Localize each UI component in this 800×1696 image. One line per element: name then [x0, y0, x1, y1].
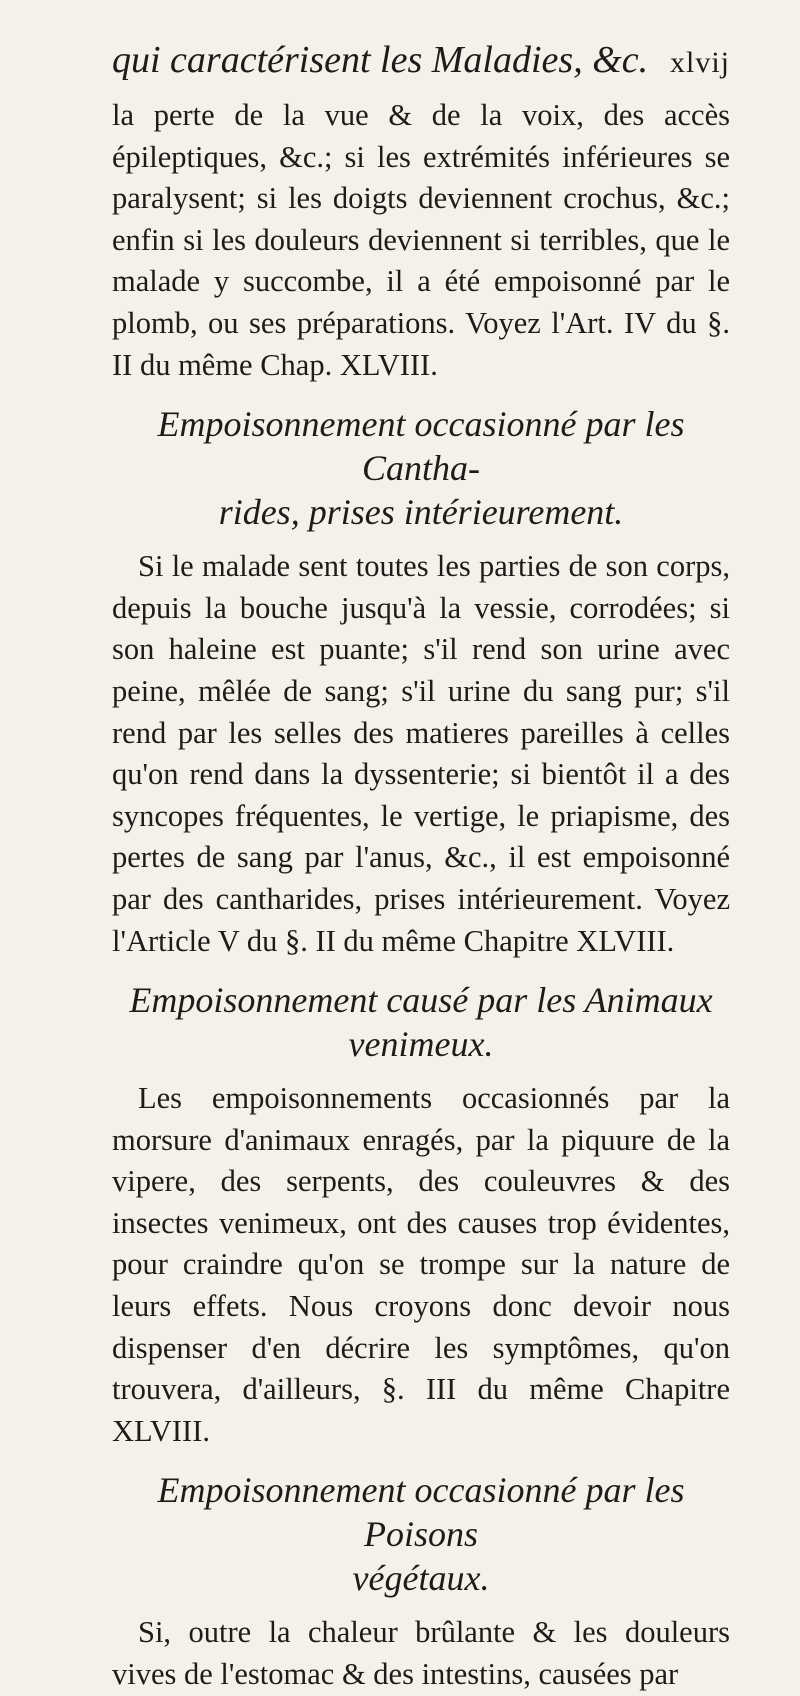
paragraph-plomb: la perte de la vue & de la voix, des accès épileptiques, &c.; si les extrémités inférieures se paralysent; si les doigts deviennent crochus, &c.; enfin si les douleurs deviennent si terribles, que le malade y succombe, il a été empoisonné par le plomb, ou ses préparations. Voyez l'Art. IV du §. II du même Chap. XLVIII.: [112, 98, 730, 382]
page-number: xlvij: [669, 46, 730, 79]
running-title: qui caractérisent les Maladies, &c.: [112, 39, 649, 81]
section-heading-vegetaux: [112, 1468, 730, 1600]
section-heading-cantharides: [112, 402, 730, 534]
paragraph-vegetaux: Si, outre la chaleur brûlante & les douleurs vives de l'estomac & des intestins, causées par: [112, 1615, 730, 1692]
section-heading-line: végétaux.: [352, 1558, 490, 1599]
section-heading-animaux: [112, 978, 730, 1066]
section-heading-line: Empoisonnement occasionné par les Poisons: [157, 1470, 685, 1555]
section-heading-line: venimeux.: [348, 1024, 494, 1065]
section-heading-line: rides, prises intérieurement.: [218, 492, 624, 533]
section-heading-line: Empoisonnement causé par les Animaux: [129, 980, 713, 1021]
paragraph-cantharides: Si le malade sent toutes les parties de son corps, depuis la bouche jusqu'à la vessie, corrodées; si son haleine est puante; s'il rend son urine avec peine, mêlée de sang; s'il urine du sang pur; s'il rend par les selles des matieres pareilles à celles qu'on rend dans la dyssenterie; si bientôt il a des syncopes fréquentes, le vertige, le priapisme, des pertes de sang par l'anus, &c., il est empoisonné par des cantharides, prises intérieurement. Voyez l'Article V du §. II du même Chapitre XLVIII.: [112, 549, 730, 958]
paragraph-animaux: Les empoisonnements occasionnés par la morsure d'animaux enragés, par la piquure de la vipere, des serpents, des couleuvres & des insectes venimeux, ont des causes trop évidentes, pour craindre qu'on se trompe sur la nature de leurs effets. Nous croyons donc devoir nous dispenser d'en décrire les symptômes, qu'on trouvera, d'ailleurs, §. III du même Chapitre XLVIII.: [112, 1081, 730, 1448]
section-heading-line: Empoisonnement occasionné par les Cantha-: [157, 404, 685, 489]
page-header: [112, 36, 730, 87]
